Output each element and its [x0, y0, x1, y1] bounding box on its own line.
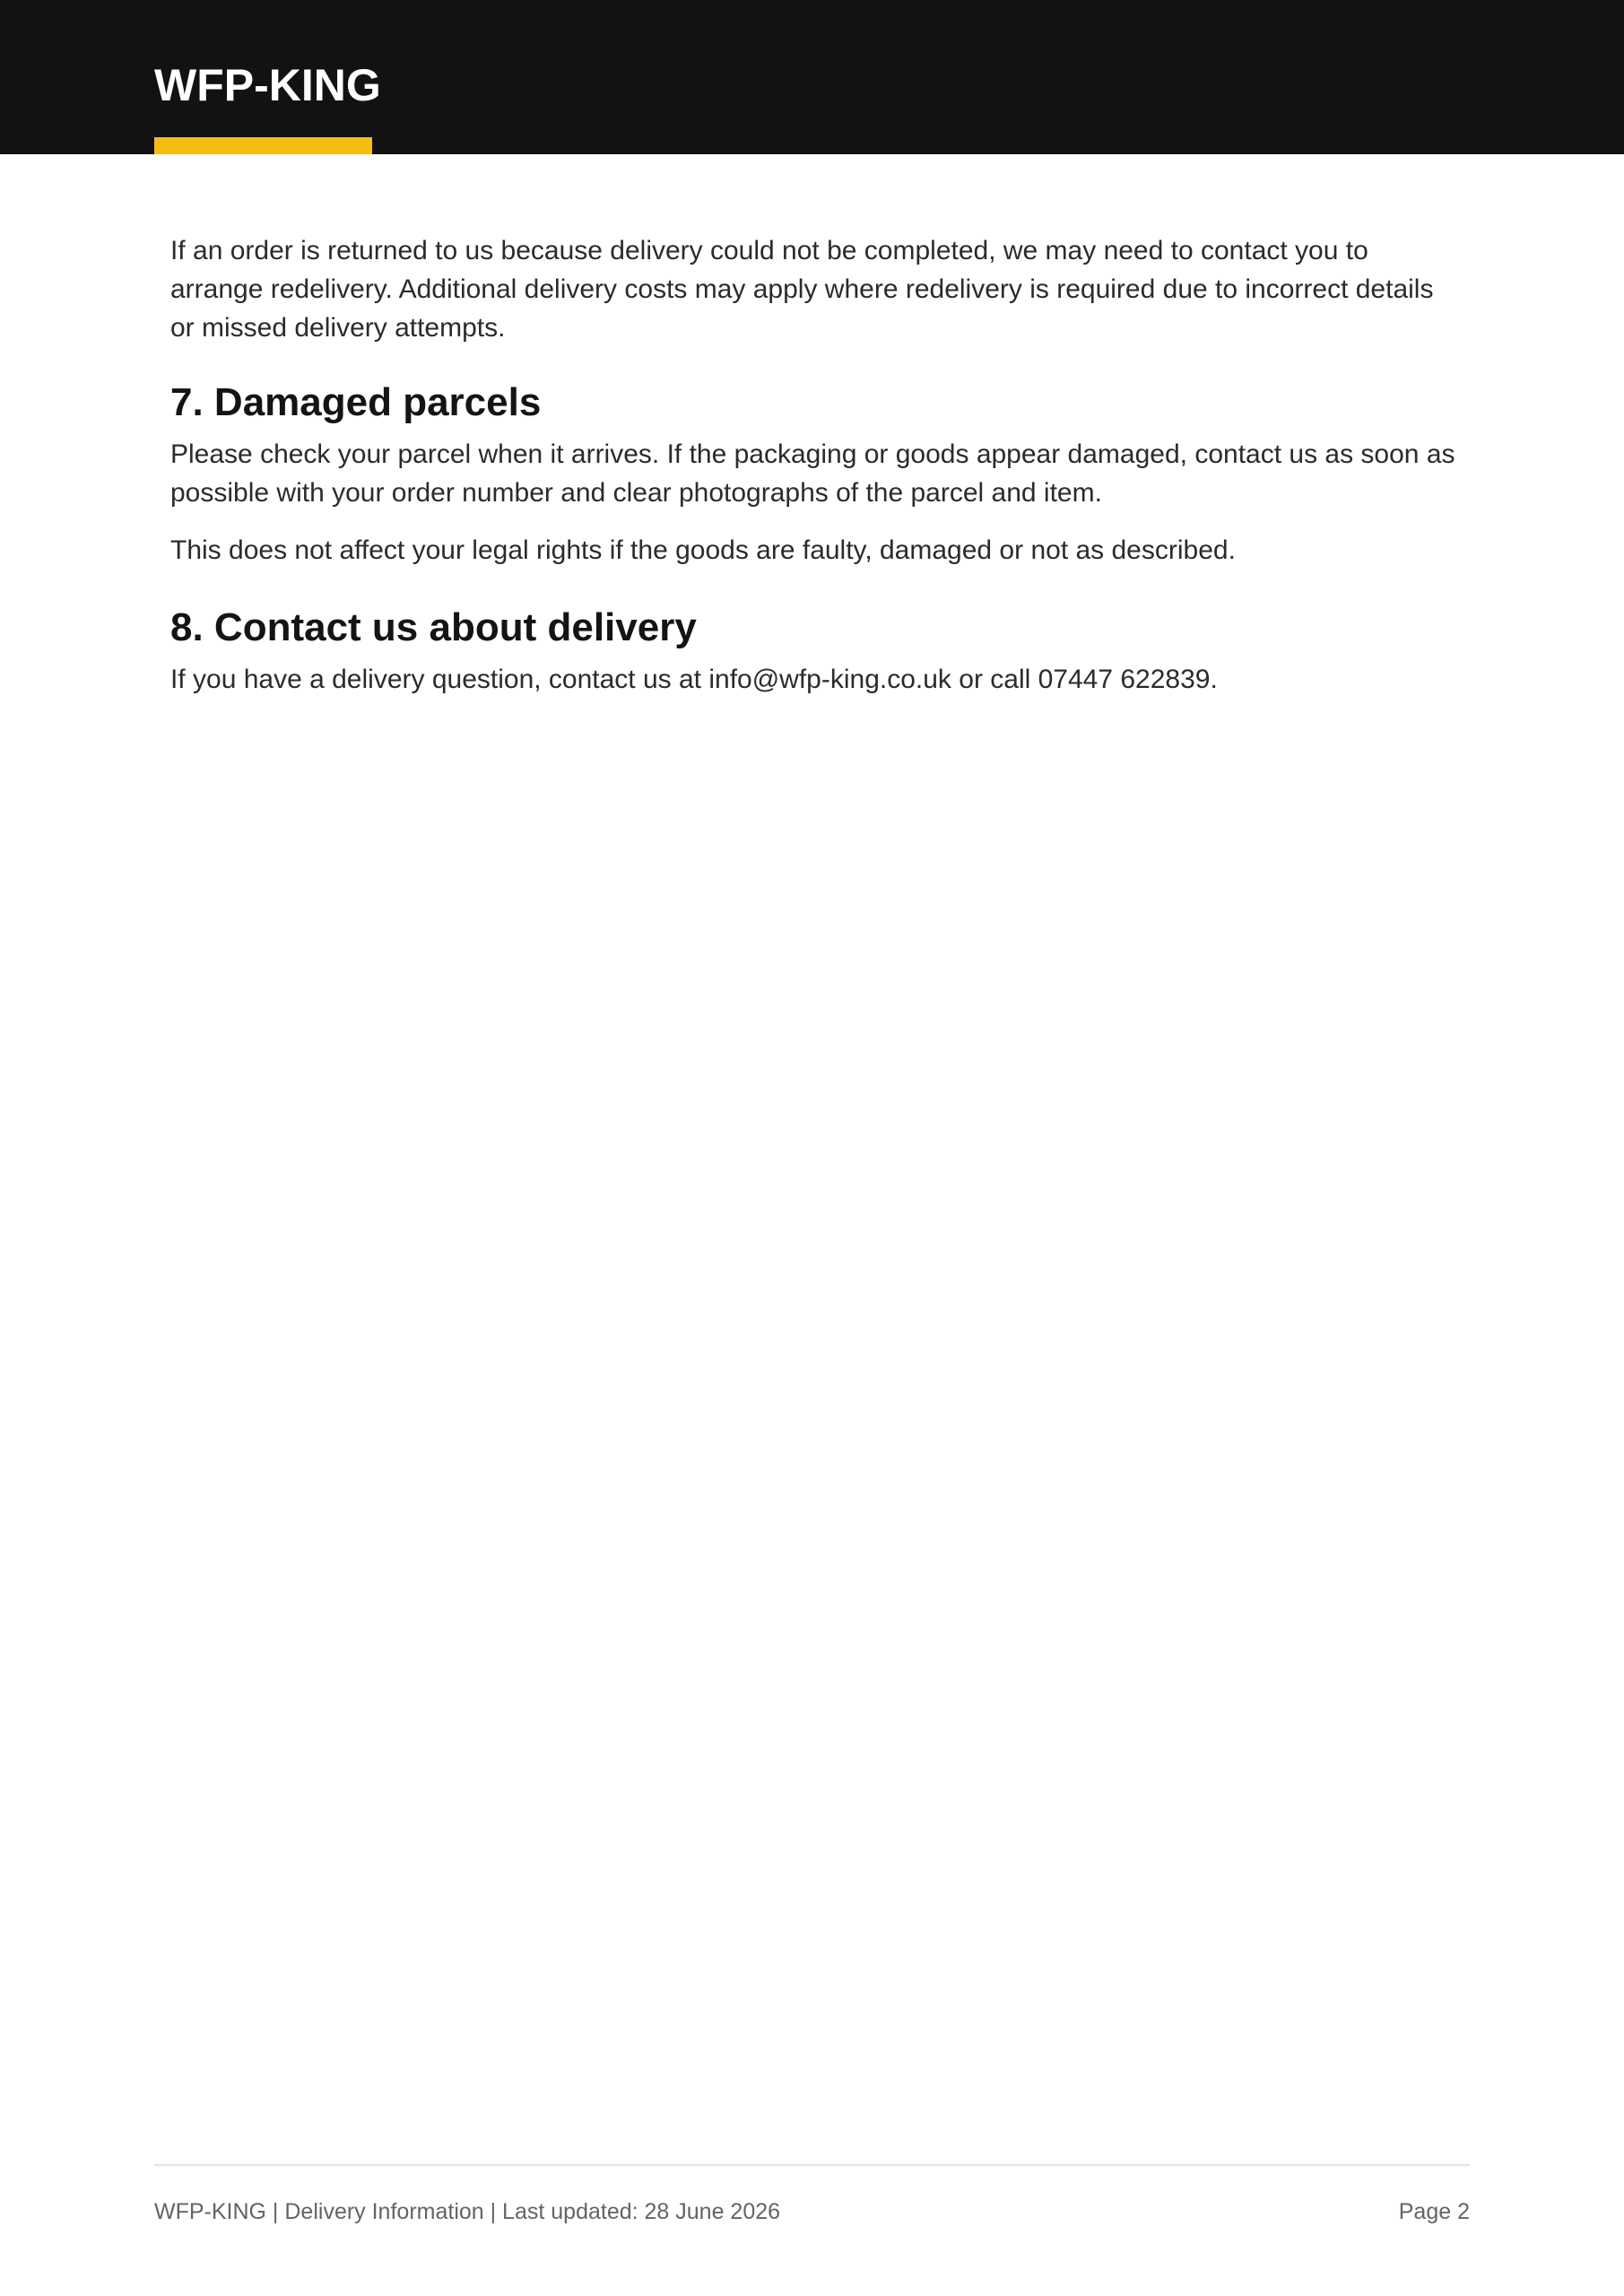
redelivery-paragraph: If an order is returned to us because delivery could not be completed, we may need to contact you to arrange redelivery. Additional delivery costs may apply where redelivery is required due to incorrect details or missed delivery attempts. [170, 236, 1434, 343]
footer-page-number: Page 2 [1398, 2199, 1470, 2224]
legal-rights-paragraph: This does not affect your legal rights if the goods are faulty, damaged or not as described. [170, 535, 1236, 565]
page-header [0, 0, 1624, 154]
section-heading-contact-delivery: 8. Contact us about delivery [170, 605, 697, 649]
document-body [170, 231, 1462, 699]
section-heading-damaged-parcels: 7. Damaged parcels [170, 380, 542, 424]
brand-accent-bar [154, 137, 372, 154]
contact-paragraph: If you have a delivery question, contact us at info@wfp-king.co.uk or call 07447 622839. [170, 665, 1218, 694]
footer-divider [154, 2164, 1470, 2166]
footer-document-info: WFP-KING | Delivery Information | Last updated: 28 June 2026 [154, 2199, 781, 2224]
damaged-parcels-paragraph: Please check your parcel when it arrives. If the packaging or goods appear damaged, contact us as soon as possible with your order number and clear photographs of the parcel and item. [170, 439, 1455, 508]
brand-logo-text: WFP-KING [154, 60, 381, 110]
